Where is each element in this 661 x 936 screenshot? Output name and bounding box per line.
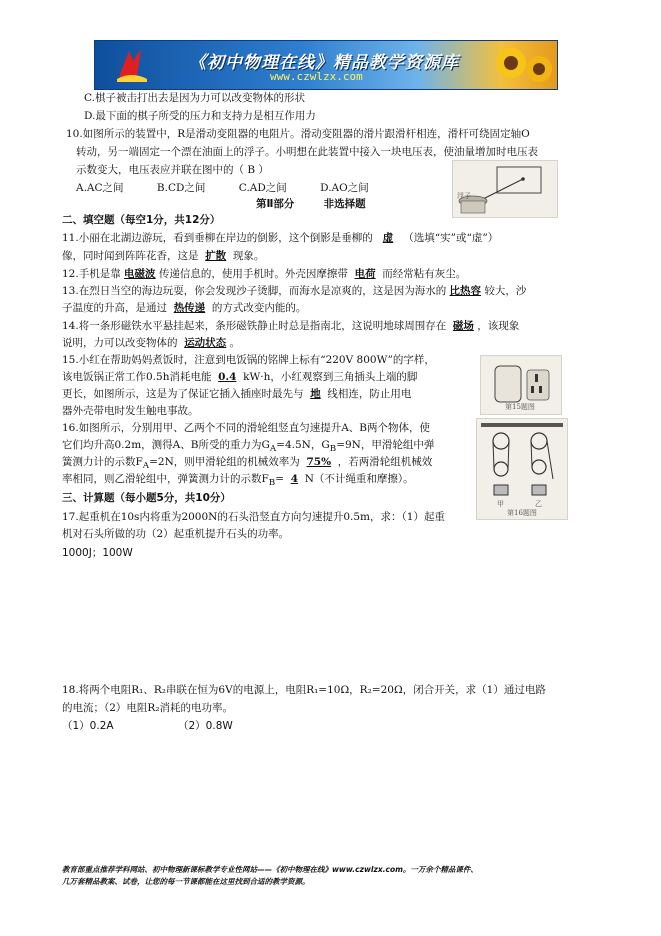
q12-answer1: 电磁波 [124,268,156,280]
part2-heading: 第Ⅱ部分 非选择题 [256,198,366,210]
q17-line2: 机对石头所做的功（2）起重机提升石头的功率。 [62,528,290,540]
section3-heading: 三、计算题（每小题5分，共10分） [62,492,231,504]
q12-answer2: 电荷 [354,268,376,280]
q15-figure [480,355,562,415]
q18-line2: 的电流；（2）电阻R₂消耗的电功率。 [62,702,234,714]
page-footer [62,864,602,888]
q9-option-d: D.最下面的棋子所受的压力和支持力是相互作用力 [84,110,316,122]
q16-left-label: 甲 [497,500,504,508]
q16-pulley-diagram [477,419,567,519]
q16-line1: 16.如图所示，分别用甲、乙两个不同的滑轮组竖直匀速提升A、B两个物体，使 [62,422,430,434]
q10-line2: 转动，另一端固定一个漂在油面上的浮子。小明想在此装置中接入一块电压表，使油量增加时电压表 [76,146,538,158]
q16-figure [476,418,568,520]
footer-line1: 教育部重点推荐学科网站、初中物理新课标教学专业性网站——《初中物理在线》www.czwlzx.com。一万余个精品课件、 [62,865,478,874]
banner-url[interactable]: www.czwlzx.com [270,70,363,83]
q15-answer1: 0.4 [218,371,237,383]
q16-line2: 它们均升高0.2m，测得A、B所受的重力为$G_A=4.5N$，$G_B=9N$，甲滑轮组中弹 [62,439,435,455]
q15-figure-caption: 第15题图 [505,403,535,411]
q16-answer1: 75% [306,456,332,468]
q11-line2: 像，同时闻到阵阵花香，这是 扩散 现象。 [62,250,265,262]
q16-line4: 率相同，则乙滑轮组中，弹簧测力计的示数$F_B= 4$ N（不计绳重和摩擦）。 [62,473,414,489]
q15-line1: 15.小红在帮助妈妈煮饭时，注意到电饭锅的铭牌上标有“220V 800W”的字样， [62,354,435,366]
q13-answer2: 热传递 [173,302,206,314]
header-banner [94,40,558,90]
q11-answer2: 扩散 [205,250,227,262]
sunflower-icon [491,43,555,89]
q15-line4: 器外壳带电时发生触电事故。 [62,405,199,417]
q10-options: A.AC之间 B.CD之间 C.AD之间 D.AO之间 [76,182,369,194]
q14-line2: 说明，力可以改变物体的 运动状态 。 [62,337,241,349]
q13-line2: 子温度的升高，是通过 热传递 的方式改变内能的。 [62,302,307,314]
q18-answer2: （2）0.8W [178,720,233,732]
q14-line1: 14.将一条形磁铁水平悬挂起来，条形磁铁静止时总是指南北，这说明地球周围存在 磁场 ，该现象 [62,320,520,332]
q10-line3: 示数变大，电压表应并联在图中的（ B ） [76,164,269,176]
q9-option-c: C.棋子被击打出去是因为力可以改变物体的形状 [84,92,305,104]
q16-line3: 簧测力计的示数$F_A=2N$，则甲滑轮组的机械效率为 75% ，若两滑轮组机械效 [62,456,433,472]
q18-answer1: （1）0.2A [62,720,114,732]
q14-answer1: 磁场 [452,320,474,332]
site-logo-icon [115,47,149,83]
q16-answer2: 4 [290,473,299,485]
q10-circuit-diagram [453,161,557,217]
q13-answer1: 比热容 [449,285,482,297]
q16-figure-caption: 第16题图 [507,509,537,517]
q11-answer1: 虚 [382,232,394,244]
q13-line1: 13.在烈日当空的海边玩耍，你会发现沙子烫脚，而海水是凉爽的，这是因为海水的 比热容 较大，沙 [62,285,527,297]
q18-line1: 18.将两个电阻R₁、R₂串联在恒为6V的电源上，电阻R₁=10Ω，R₂=20Ω，闭合开关，求（1）通过电路 [62,684,546,696]
q15-line3: 更长，如图所示，这是为了保证它插入插座时最先与 地 线相连，防止用电 [62,388,412,400]
q17-line1: 17.起重机在10s内将重为2000N的石头沿竖直方向匀速提升0.5m，求：（1）起重 [62,511,445,523]
q17-answer: 1000J；100W [62,547,133,559]
q16-right-label: 乙 [535,500,542,508]
q14-answer2: 运动状态 [184,337,227,349]
q10-float-label: 浮子 [457,192,471,200]
q10-line1: 10.如图所示的装置中，R是滑动变阻器的电阻片。滑动变阻器的滑片跟滑杆相连，滑杆可绕固定轴O [66,128,530,140]
q15-answer2: 地 [310,388,321,400]
footer-line2: 几万套精品教案、试卷，让您的每一节课都能在这里找到合适的教学资源。 [62,877,310,886]
q12-line: 12.手机是靠 电磁波 传递信息的，使用手机时。外壳因摩擦带 电荷 而经常粘有灰尘。 [62,268,467,280]
q10-figure [452,160,558,218]
banner-title: 《初中物理在线》精品教学资源库 [189,53,459,73]
section2-heading: 二、填空题（每空1分，共12分） [62,214,221,226]
q15-line2: 该电饭锅正常工作0.5h消耗电能 0.4 kW·h，小红观察到三角插头上端的脚 [62,371,418,383]
q11-line1: 11.小丽在北湖边游玩，看到垂柳在岸边的倒影，这个倒影是垂柳的 虚 （选填“实”或“虚”） [62,232,499,244]
